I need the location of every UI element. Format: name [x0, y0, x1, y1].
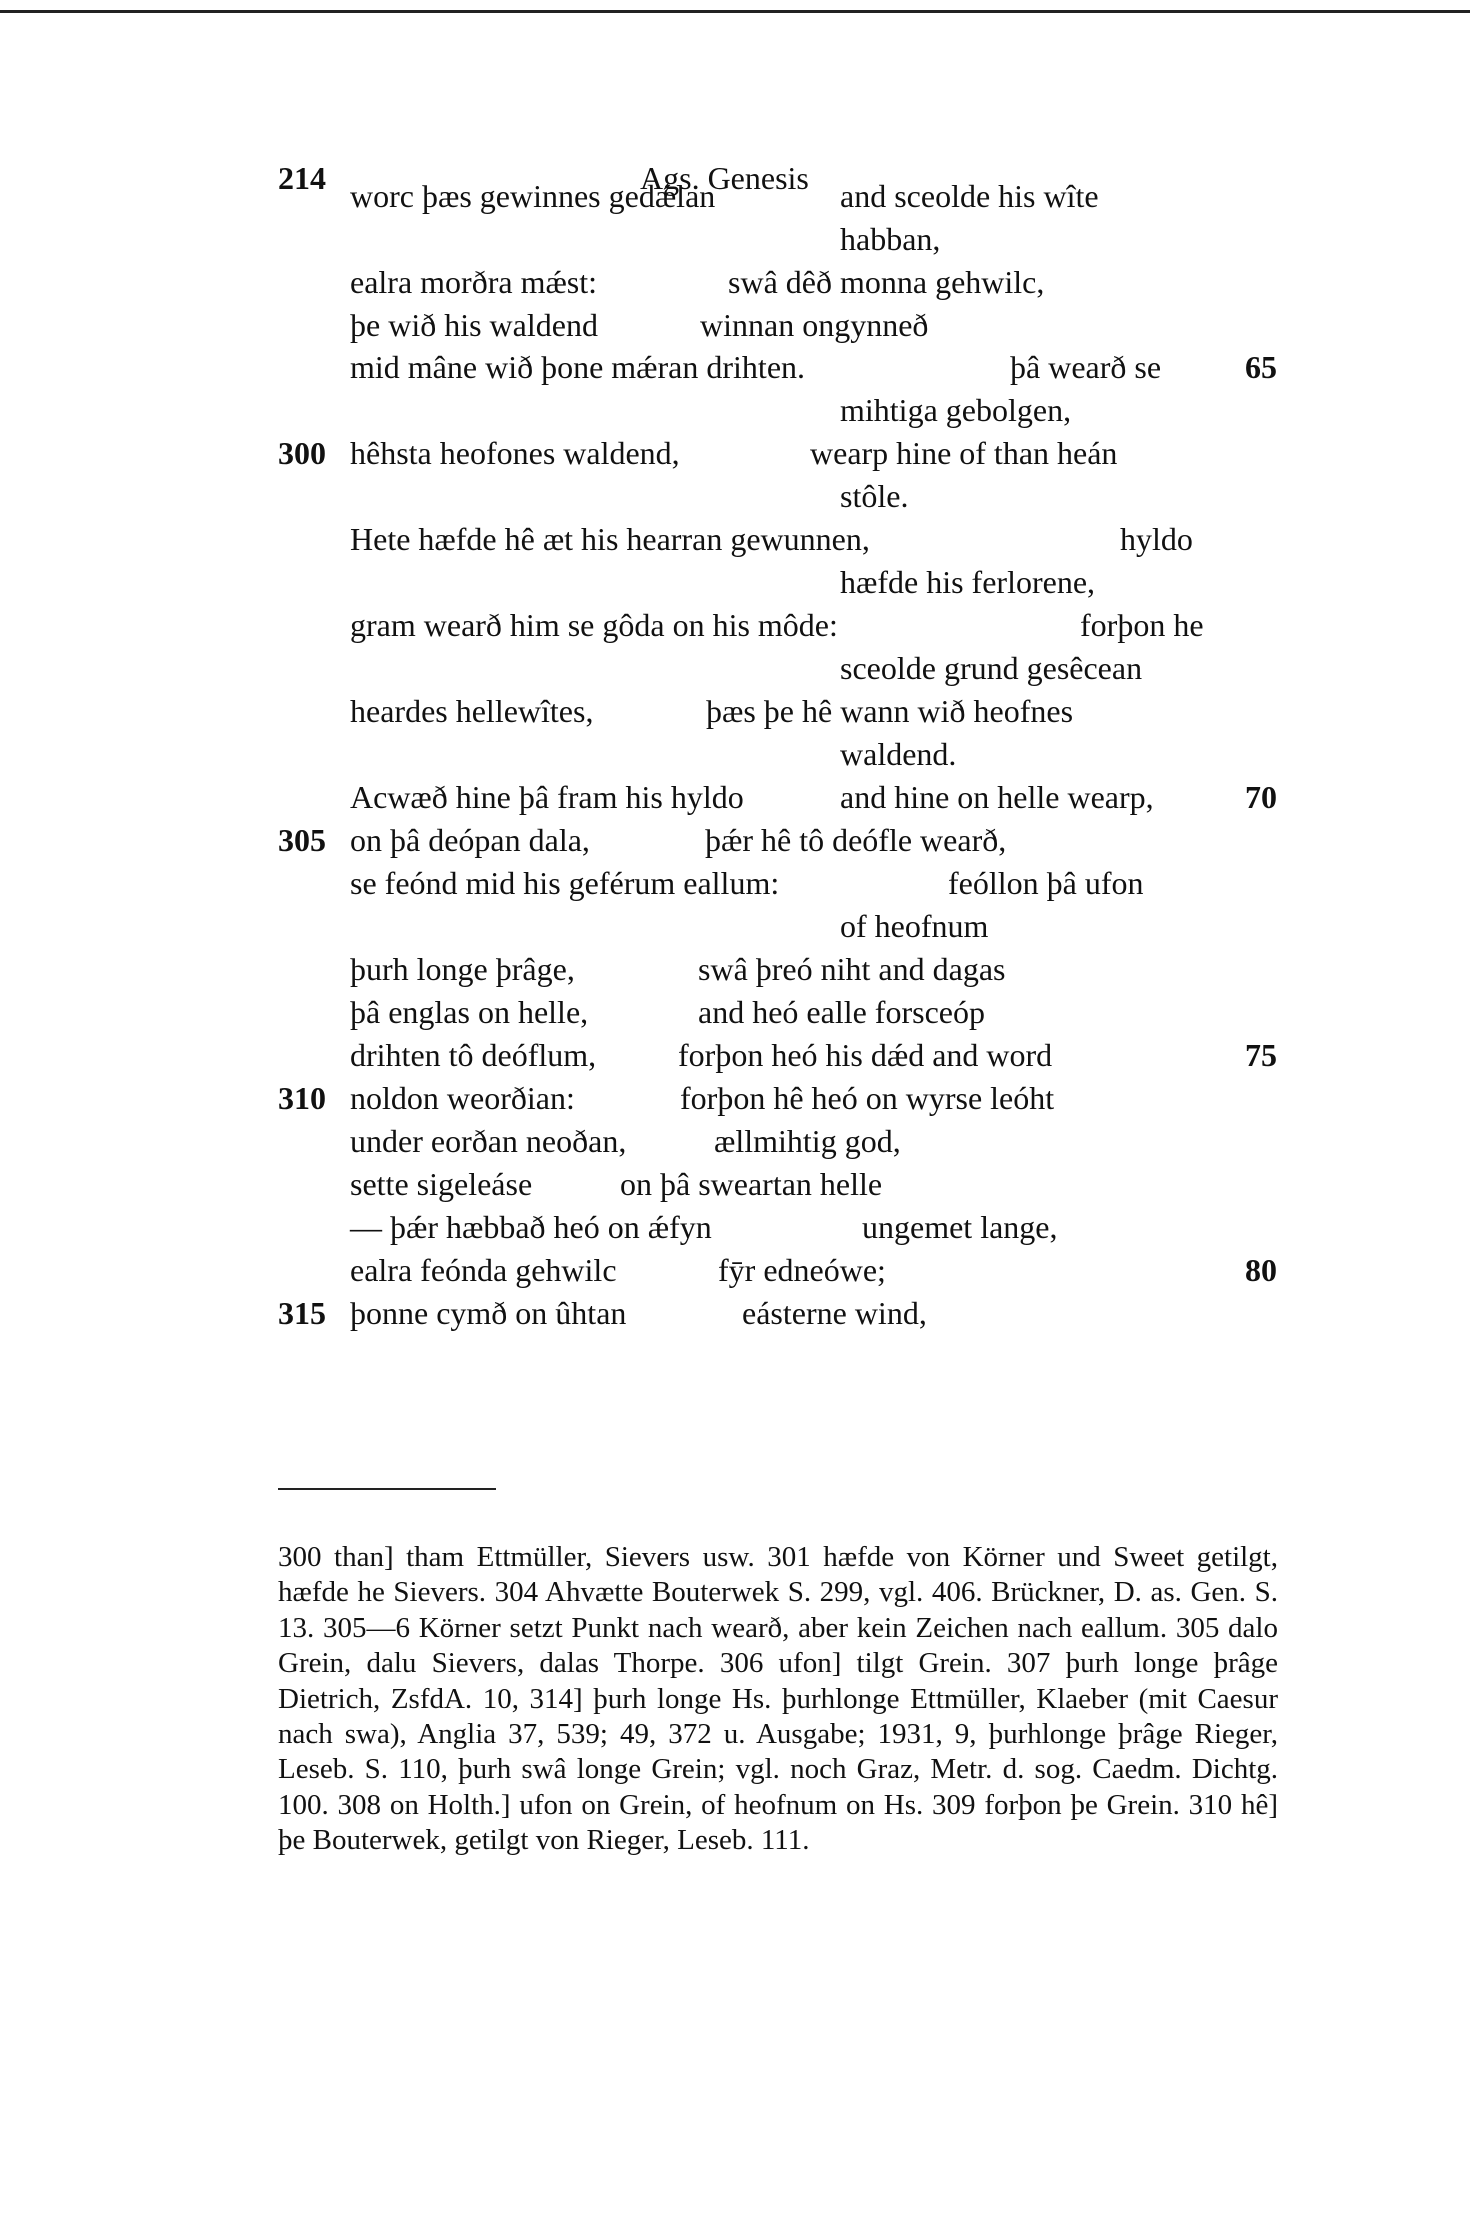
left-line-number: 315 [278, 1295, 326, 1331]
verse-line [0, 392, 1470, 436]
a-verse: worc þæs gewinnes gedǽlan [350, 178, 716, 214]
footnotes [278, 1540, 1278, 1859]
b-verse: and sceolde his wîte [840, 178, 1099, 214]
left-line-number: 300 [278, 435, 326, 471]
verse-line [0, 951, 1470, 995]
verse-line [0, 994, 1470, 1038]
footnote-divider [278, 1488, 496, 1490]
verse-line [0, 865, 1470, 909]
a-verse: sette sigeleáse [350, 1166, 533, 1202]
a-verse: on þâ deópan dala, [350, 822, 590, 858]
b-verse: feóllon þâ ufon [948, 865, 1144, 901]
b-verse: þâ wearð se [1010, 349, 1162, 385]
a-verse: heardes hellewîtes, [350, 693, 594, 729]
b-verse: of heofnum [840, 908, 989, 944]
b-verse: þǽr hê tô deófle wearð, [705, 822, 1007, 858]
top-rule [0, 10, 1470, 13]
verse-line [0, 1295, 1470, 1339]
a-verse: under eorðan neoðan, [350, 1123, 627, 1159]
a-verse: gram wearð him se gôda on his môde: [350, 607, 838, 643]
left-line-number: 310 [278, 1080, 326, 1116]
verse-line [0, 178, 1470, 222]
a-verse: drihten tô deóflum, [350, 1037, 597, 1073]
verse-line [0, 1209, 1470, 1253]
running-title: Ags. Genesis [640, 160, 809, 196]
b-verse: wearp hine of than heán [810, 435, 1118, 471]
b-verse: waldend. [840, 736, 957, 772]
verse-line [0, 221, 1470, 265]
a-verse: þâ englas on helle, [350, 994, 589, 1030]
verse-line [0, 478, 1470, 522]
verse-line [0, 1252, 1470, 1296]
b-verse: mihtiga gebolgen, [840, 392, 1072, 428]
verse-line [0, 264, 1470, 308]
verse-line [0, 650, 1470, 694]
b-verse: forþon hê heó on wyrse leóht [680, 1080, 1055, 1116]
verse-line [0, 908, 1470, 952]
right-line-number: 80 [1245, 1252, 1277, 1288]
verse-line [0, 435, 1470, 479]
b-verse: stôle. [840, 478, 909, 514]
verse-line [0, 693, 1470, 737]
b-verse: habban, [840, 221, 941, 257]
verse-line [0, 1037, 1470, 1081]
verse-line [0, 779, 1470, 823]
left-line-number: 305 [278, 822, 326, 858]
a-verse: — þǽr hæbbað heó on ǽfyn [350, 1209, 712, 1245]
b-verse: eásterne wind, [742, 1295, 927, 1331]
a-verse: þonne cymð on ûhtan [350, 1295, 627, 1331]
verse-line [0, 521, 1470, 565]
b-verse: ungemet lange, [862, 1209, 1058, 1245]
page-number: 214 [278, 160, 326, 196]
right-line-number: 75 [1245, 1037, 1277, 1073]
a-verse: ealra feónda gehwilc [350, 1252, 617, 1288]
b-verse: hyldo [1120, 521, 1193, 557]
verse-line [0, 564, 1470, 608]
a-verse: mid mâne wið þone mǽran drihten. [350, 349, 806, 385]
b-verse: winnan ongynneð [700, 307, 929, 343]
b-verse: and heó ealle forsceóp [698, 994, 985, 1030]
b-verse: ællmihtig god, [714, 1123, 901, 1159]
b-verse: swâ þreó niht and dagas [698, 951, 1006, 987]
b-verse: forþon he [1080, 607, 1204, 643]
verse-line [0, 307, 1470, 351]
verse-line [0, 822, 1470, 866]
a-verse: þe wið his waldend [350, 307, 598, 343]
a-verse: ealra morðra mǽst: [350, 264, 598, 300]
b-verse: swâ dêð monna gehwilc, [728, 264, 1045, 300]
verse-line [0, 349, 1470, 393]
right-line-number: 65 [1245, 349, 1277, 385]
footnote-text: 300 than] tham Ettmüller, Sievers usw. 301 hæfde von Körner und Sweet getilgt, hæfde he Sievers. 304 Ahvætte Bouterwek S. 299, vgl. 406. Brückner, D. as. Gen. S. 13. 305—6 Körner setzt Punkt nach wearð, aber kein Zeichen nach eallum. 305 dalo Grein, dalu Sievers, dalas Thorpe. 306 ufon] tilgt Grein. 307 þurh longe þrâge Dietrich, ZsfdA. 10, 314] þurh longe Hs. þurhlonge Ettmüller, Klaeber (mit Caesur nach swa), Anglia 37, 539; 49, 372 u. Ausgabe; 1931, 9, þurhlonge þrâge Rieger, Leseb. S. 110, þurh swâ longe Grein; vgl. noch Graz, Metr. d. sog. Caedm. Dichtg. 100. 308 on Holth.] ufon on Grein, of heofnum on Hs. 309 forþon þe Grein. 310 hê] þe Bouterwek, getilgt von Rieger, Leseb. 111. [278, 1541, 1278, 1857]
verse-line [0, 1123, 1470, 1167]
verse-line [0, 1080, 1470, 1124]
b-verse: hæfde his ferlorene, [840, 564, 1096, 600]
b-verse: sceolde grund gesêcean [840, 650, 1143, 686]
b-verse: forþon heó his dǽd and word [678, 1037, 1053, 1073]
verse-line [0, 607, 1470, 651]
b-verse: on þâ sweartan helle [620, 1166, 883, 1202]
a-verse: Acwæð hine þâ fram his hyldo [350, 779, 744, 815]
b-verse: and hine on helle wearp, [840, 779, 1154, 815]
verse-line [0, 736, 1470, 780]
a-verse: Hete hæfde hê æt his hearran gewunnen, [350, 521, 870, 557]
a-verse: þurh longe þrâge, [350, 951, 575, 987]
a-verse: se feónd mid his geférum eallum: [350, 865, 780, 901]
b-verse: fȳr edneówe; [718, 1252, 886, 1288]
verse-line [0, 1166, 1470, 1210]
b-verse: þæs þe hê wann wið heofnes [706, 693, 1074, 729]
a-verse: hêhsta heofones waldend, [350, 435, 680, 471]
a-verse: noldon weorðian: [350, 1080, 575, 1116]
right-line-number: 70 [1245, 779, 1277, 815]
